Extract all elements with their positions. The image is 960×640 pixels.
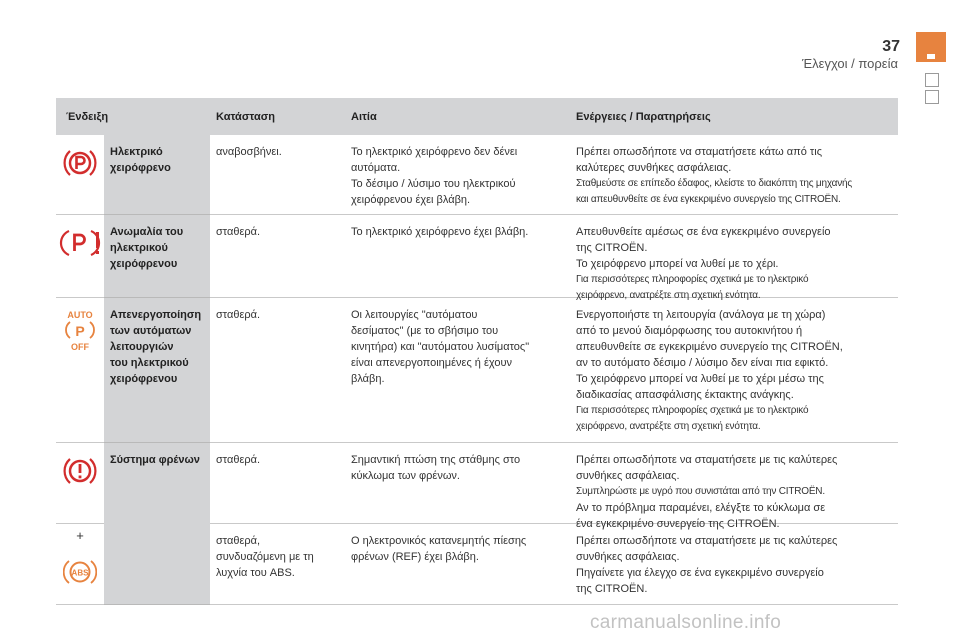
row-actions: Πρέπει οπωσδήποτε να σταματήσετε με τις καλύτερες συνθήκες ασφάλειας. Πηγαίνετε για έλεγχο σε ένα εγκεκριμένο συνεργείο της CITROËN.	[570, 524, 898, 605]
auto-p-off-icon	[63, 309, 97, 351]
header-indicator: Ένδειξη	[56, 98, 210, 135]
header-state: Κατάσταση	[210, 98, 345, 135]
svg-text:AUTO: AUTO	[67, 310, 93, 320]
section-title: Έλεγχοι / πορεία	[801, 56, 898, 71]
row-icon-cell	[56, 298, 104, 443]
row-cause: Το ηλεκτρικό χειρόφρενο έχει βλάβη.	[345, 215, 570, 298]
row-name: Απενεργοποίηση των αυτόματων λειτουργιών του ηλεκτρικού χειρόφρενου	[104, 298, 210, 443]
watermark[interactable]: carmanualsonline.info	[590, 612, 782, 633]
brake-system-warning-icon	[63, 454, 97, 488]
row-state: σταθερά.	[210, 443, 345, 524]
chapter-tab-active[interactable]	[916, 32, 946, 62]
row-state: σταθερά, συνδυαζόμενη με τη λυχνία του ABS.	[210, 524, 345, 605]
plus-symbol: +	[76, 528, 84, 543]
row-actions: Ενεργοποιήστε τη λειτουργία (ανάλογα με τη χώρα) από το μενού διαμόρφωσης του αυτοκινήτου ή απευθυνθείτε σε εγκεκριμένο συνεργείο της CITROËN, αν το αυτόματο δέσιμο / λύσιμο δεν είναι πια εφικτό. Το χειρόφρενο μπορεί να λυθεί με το χέρι μέσω της διαδικασίας απασφάλισης έκτακτης ανάγκης. Για περισσότερες πληροφορίες σχετικά με το ηλεκτρικό χειρόφρενο, ανατρέξτε στη σχετική ενότητα.	[570, 298, 898, 443]
svg-text:P: P	[75, 323, 85, 339]
row-icon-cell	[56, 443, 104, 524]
row-name: Σύστημα φρένων	[104, 443, 210, 605]
row-icon-cell	[56, 135, 104, 215]
abs-warning-icon	[63, 557, 97, 587]
row-cause: Το ηλεκτρικό χειρόφρενο δεν δένει αυτόματα. Το δέσιμο / λύσιμο του ηλεκτρικού χειρόφρενου έχει βλάβη.	[345, 135, 570, 215]
tab-marker-icon	[927, 54, 935, 59]
row-actions: Απευθυνθείτε αμέσως σε ένα εγκεκριμένο συνεργείο της CITROËN. Το χειρόφρενο μπορεί να λυθεί με το χέρι. Για περισσότερες πληροφορίες σχετικά με το ηλεκτρικό χειρόφρενο, ανατρέξτε στη σχετική ενότητα.	[570, 215, 898, 298]
page-number: 37	[882, 38, 900, 55]
row-actions: Πρέπει οπωσδήποτε να σταματήσετε κάτω από τις καλύτερες συνθήκες ασφάλειας. Σταθμεύστε σε επίπεδο έδαφος, κλείστε το διακόπτη της μηχανής και απευθυνθείτε σε ένα εγκεκριμένο συνεργείο της CITROËN.	[570, 135, 898, 215]
parking-brake-p-icon	[63, 146, 97, 180]
header-actions: Ενέργειες / Παρατηρήσεις	[570, 98, 898, 135]
row-state: σταθερά.	[210, 298, 345, 443]
row-cause: Σημαντική πτώση της στάθμης στο κύκλωμα των φρένων.	[345, 443, 570, 524]
row-icon-cell	[56, 524, 104, 605]
svg-text:ABS: ABS	[71, 568, 89, 578]
row-state: αναβοσβήνει.	[210, 135, 345, 215]
svg-text:OFF: OFF	[71, 342, 89, 351]
row-name: Ανωμαλία του ηλεκτρικού χειρόφρενου	[104, 215, 210, 298]
parking-brake-fault-icon	[59, 226, 101, 260]
warning-lights-table	[56, 98, 898, 605]
row-name: Ηλεκτρικό χειρόφρενο	[104, 135, 210, 215]
row-icon-cell	[56, 215, 104, 298]
chapter-tab[interactable]	[925, 73, 939, 87]
row-cause: Ο ηλεκτρονικός κατανεμητής πίεσης φρένων (REF) έχει βλάβη.	[345, 524, 570, 605]
header-cause: Αιτία	[345, 98, 570, 135]
chapter-tab[interactable]	[925, 90, 939, 104]
row-actions: Πρέπει οπωσδήποτε να σταματήσετε με τις καλύτερες συνθήκες ασφάλειας. Συμπληρώστε με υγρό που συνιστάται από την CITROËN. Αν το πρόβλημα παραμένει, ελέγξτε το κύκλωμα σε ένα εγκεκριμένο συνεργείο της CITROËN.	[570, 443, 898, 524]
row-cause: Οι λειτουργίες "αυτόματου δεσίματος" (με το σβήσιμο του κινητήρα) και "αυτόματου λυσίματος" είναι απενεργοποιημένες ή έχουν βλάβη.	[345, 298, 570, 443]
row-state: σταθερά.	[210, 215, 345, 298]
